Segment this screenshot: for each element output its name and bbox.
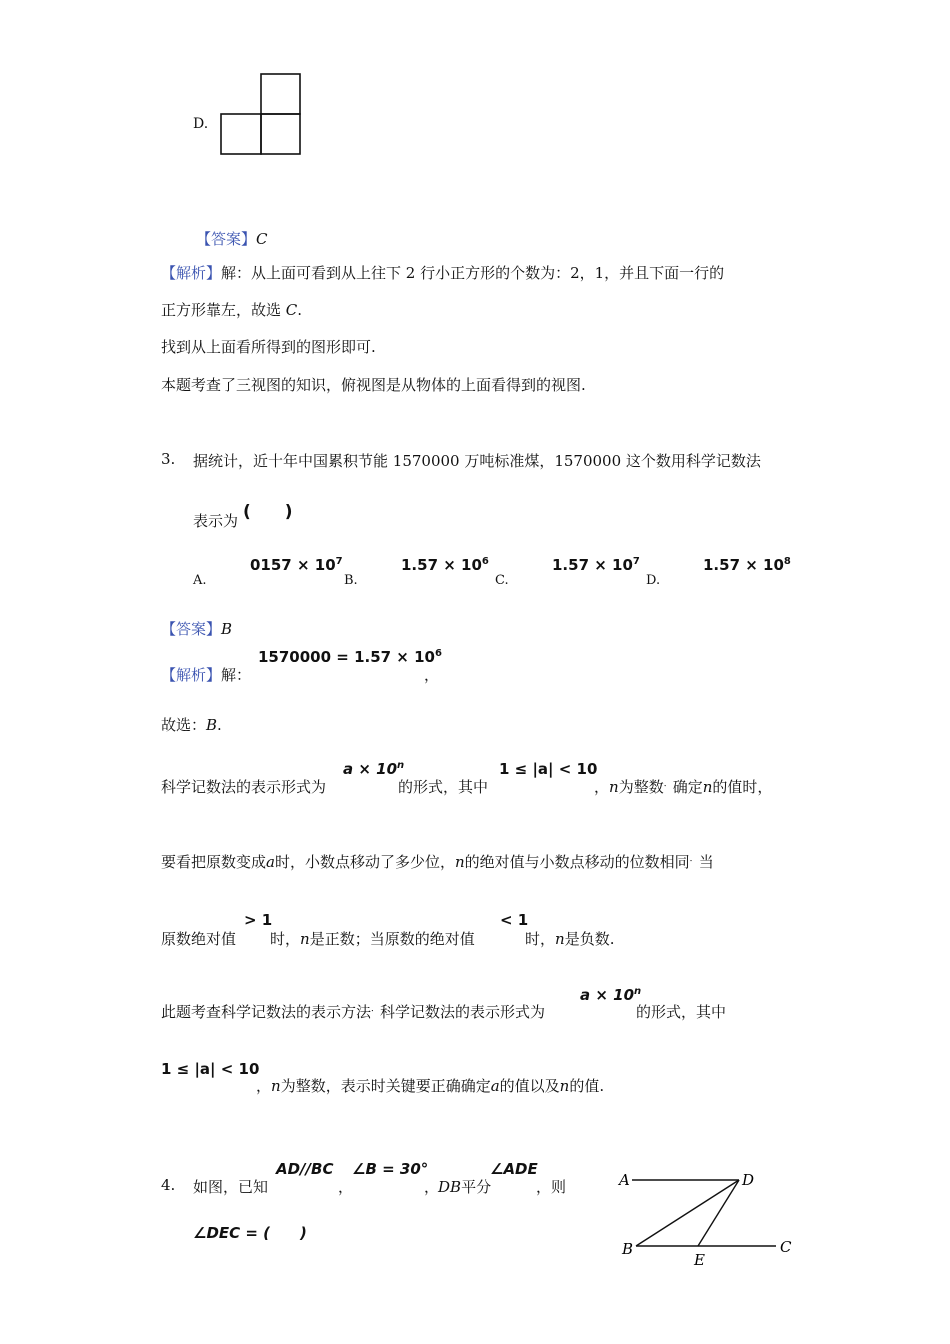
analysis-text-2: 正方形靠左，故选 [161,301,286,319]
exp5-line [256,1075,604,1096]
exp3-e: 是负数. [564,930,615,948]
line-bd [636,1180,739,1246]
option-b-mantissa: 1.57 × 10 [401,556,482,574]
q4-ask: ∠DEC = ( ) [193,1224,307,1242]
q2-note2: 本题考查了三视图的知识，俯视图是从物体的上面看得到的视图. [161,376,586,394]
q4-stem-b [438,1176,491,1197]
exp2-b: 时，小数点移动了多少位， [274,853,455,871]
option-c-value [552,556,640,574]
exp1-mid: 为整数 [618,778,664,796]
q3-answer-line [161,618,232,639]
analysis-text: 解：从上面可看到从上往下 2 行小正方形的个数为：2，1，并且下面一行的 [221,264,725,282]
var-n: n [559,1077,570,1095]
label-e: E [694,1251,705,1269]
analysis-prefix: 解： [221,666,252,684]
exp5-range: 1 ≤ |a| < 10 [161,1060,260,1078]
form-base: a × 10 [580,986,635,1004]
q4-stem-a: 如图，已知 [193,1178,269,1196]
var-n: n [555,930,565,948]
q2-analysis-line1 [161,262,724,283]
db-label: DB [438,1178,462,1196]
form-exp: n [397,760,405,771]
var-n: n [609,778,619,796]
q4-stem-c: ，则 [536,1178,567,1196]
option-d-mantissa: 1.57 × 10 [703,556,784,574]
answer-value: B [221,620,233,638]
label-d: D [742,1171,755,1189]
stem-text: 表示为 [193,512,239,530]
square-bottom-right [261,114,300,154]
option-b-label: B. [344,573,358,588]
choose-end: . [217,716,222,734]
exp3-b: 时， [270,930,301,948]
exp1-tail [594,776,772,797]
analysis-end: . [297,301,303,319]
geometry-figure [612,1165,802,1270]
q4-cond3: ∠ADE [490,1160,538,1178]
answer-value: C [256,230,268,248]
var-n: n [300,930,310,948]
exp1-tail1: 确定 [672,778,703,796]
analysis-letter: C [285,301,298,319]
label-c: C [780,1238,792,1256]
answer-tag: 【答案】 [161,620,222,638]
exp5-b: 为整数，表示时关键要正确确定 [280,1077,491,1095]
exp4-dot: ． [371,1004,381,1014]
answer-tag: 【答案】 [196,230,257,248]
option-c-mantissa: 1.57 × 10 [552,556,633,574]
exp2-d: 当 [698,853,714,871]
var-n: n [454,853,465,871]
square-bottom-left [221,114,261,154]
exp3-tail [525,928,614,949]
exp2-c: 的绝对值与小数点移动的位数相同 [464,853,690,871]
exp3-a: 原数绝对值 [161,930,237,948]
option-d-exp: 8 [783,556,791,567]
q3-analysis-line [161,664,251,685]
exp4-a: 此题考查科学记数法的表示方法 [161,1003,372,1021]
option-b-value [401,556,489,574]
var-a: a [490,1077,500,1095]
var-n: n [271,1077,281,1095]
exp4-form [580,986,641,1004]
var-a: a [266,853,275,871]
exp5-c: 的值以及 [499,1077,560,1095]
exp1-tail2: 的值时， [712,778,773,796]
option-a-label: A. [193,573,207,588]
q4-cond2: ∠B = 30° [352,1160,429,1178]
choose-letter: B [206,716,218,734]
exp2-line [161,851,714,872]
option-b-exp: 6 [481,556,489,567]
q2-analysis-line2 [161,299,302,320]
option-a-value [250,556,343,574]
option-a-mantissa: 0157 × 10 [250,556,336,574]
form-base: a × 10 [343,760,398,778]
exp1-comma: ， [594,778,610,796]
analysis-tag: 【解析】 [161,666,222,684]
square-top-right [261,74,300,114]
exp2-a: 要看把原数变成 [161,853,267,871]
analysis-tag: 【解析】 [161,264,222,282]
exp3-d: 时， [525,930,556,948]
q2-note1: 找到从上面看所得到的图形即可. [161,338,376,356]
q3-stem-line2 [193,510,238,531]
q4-sep1: ， [338,1178,354,1196]
label-a: A [619,1171,630,1189]
option-d-value [703,556,791,574]
q4-sep2: ， [424,1178,440,1196]
option-c-exp: 7 [632,556,640,567]
analysis-formula [258,648,442,666]
option-c-label: C. [495,573,509,588]
q3-stem-line1: 据统计，近十年中国累积节能 1570000 万吨标准煤，1570000 这个数用科学记数法 [193,452,761,470]
exp3-mid [270,928,475,949]
formula-exp: 6 [434,648,442,659]
q3-blank: ( ) [243,502,293,522]
choose-text: 故选： [161,716,207,734]
line-de [698,1180,739,1246]
stem-b: 平分 [461,1178,492,1196]
form-exp: n [634,986,642,997]
exp1-range: 1 ≤ |a| < 10 [499,760,598,778]
exp4-c: 的形式，其中 [636,1003,727,1021]
exp2-dot: ． [689,854,699,864]
exp5-a: ， [256,1077,272,1095]
exp1-dot: ． [663,779,673,789]
exp1-text-b: 的形式，其中 [398,778,489,796]
q4-number: 4. [161,1176,176,1194]
exp4-b: 科学记数法的表示形式为 [380,1003,546,1021]
var-n: n [702,778,713,796]
q3-choose-line [161,714,222,735]
q3-number: 3. [161,450,176,468]
option-a-exp: 7 [335,556,343,567]
exp3-lt1: < 1 [500,911,529,929]
q2-answer-line [196,228,268,249]
option-d-label-q3: D. [646,573,661,588]
top-view-figure [218,72,304,158]
analysis-comma: ， [424,666,440,684]
exp1-text-a: 科学记数法的表示形式为 [161,778,327,796]
option-d-label: D. [193,116,209,132]
exp3-gt1: > 1 [244,911,273,929]
exp3-c: 是正数；当原数的绝对值 [309,930,475,948]
exp1-form [343,760,404,778]
exp5-d: 的值. [569,1077,605,1095]
q4-cond1: AD//BC [276,1160,334,1178]
label-b: B [622,1240,634,1258]
exp4-line [161,1001,545,1022]
formula-main: 1570000 = 1.57 × 10 [258,648,435,666]
